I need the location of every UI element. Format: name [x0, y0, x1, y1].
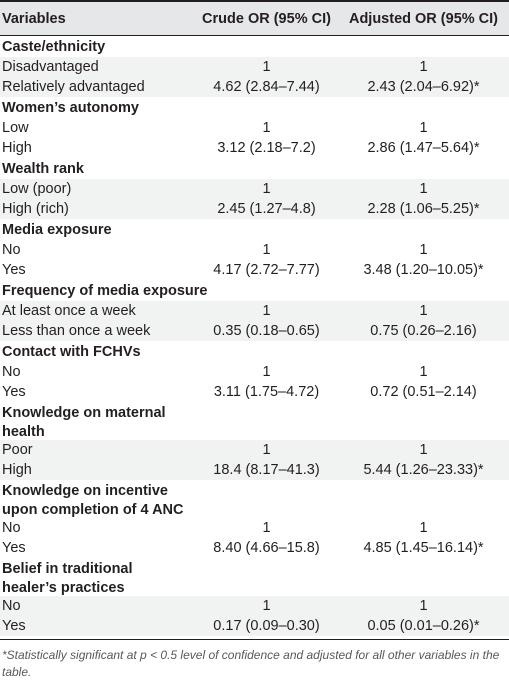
row-label: Low (poor): [2, 181, 72, 197]
row-crude: 1: [262, 181, 271, 197]
row-crude: 4.17 (2.72–7.77): [213, 262, 320, 278]
section-title-line: upon completion of 4 ANC: [2, 502, 184, 518]
section-knowledge-incentive-anc: [0, 480, 509, 518]
row-adjusted: 4.85 (1.45–16.14)*: [363, 540, 484, 556]
row-label: No: [2, 598, 21, 614]
row-label: Yes: [2, 262, 26, 278]
table-row: [0, 118, 509, 138]
row-label: Less than once a week: [2, 323, 151, 339]
row-crude: 3.12 (2.18–7.2): [217, 140, 316, 156]
row-adjusted: 0.75 (0.26–2.16): [370, 323, 477, 339]
row-label: Yes: [2, 618, 26, 634]
table-row: [0, 301, 509, 321]
row-adjusted: 0.72 (0.51–2.14): [370, 384, 477, 400]
row-adjusted: 3.48 (1.20–10.05)*: [363, 262, 484, 278]
row-crude: 1: [262, 59, 271, 75]
row-crude: 8.40 (4.66–15.8): [213, 540, 320, 556]
row-label: High (rich): [2, 201, 69, 217]
row-label: Low: [2, 120, 29, 136]
table-row: [0, 199, 509, 219]
table-row: [0, 596, 509, 616]
section-title-line: healer’s practices: [2, 580, 125, 596]
table-row: [0, 77, 509, 97]
row-label: Poor: [2, 442, 33, 458]
header-adjusted-or: Adjusted OR (95% CI): [348, 10, 499, 27]
row-crude: 18.4 (8.17–41.3): [213, 462, 320, 478]
section-media-exposure: Media exposure: [0, 219, 509, 240]
table-row: [0, 616, 509, 636]
section-title-line: Knowledge on incentive: [2, 483, 168, 499]
table-row: [0, 57, 509, 77]
table-row: [0, 179, 509, 199]
section-title-line: health: [2, 424, 45, 440]
table-header: [0, 2, 509, 36]
row-label: High: [2, 462, 32, 478]
row-adjusted: 1: [419, 364, 428, 380]
row-label: Yes: [2, 540, 26, 556]
row-crude: 1: [262, 520, 271, 536]
section-wealth-rank: Wealth rank: [0, 158, 509, 179]
row-crude: 1: [262, 442, 271, 458]
table-row: [0, 138, 509, 158]
row-label: Yes: [2, 384, 26, 400]
row-adjusted: 1: [419, 59, 428, 75]
section-frequency-media-exposure: Frequency of media exposure: [0, 280, 509, 301]
row-adjusted: 1: [419, 520, 428, 536]
row-crude: 1: [262, 242, 271, 258]
table-row: [0, 460, 509, 480]
table-row: [0, 538, 509, 558]
table-row: [0, 518, 509, 538]
row-adjusted: 1: [419, 303, 428, 319]
table-footnote: *Statistically significant at p < 0.5 level of confidence and adjusted for all other variables in the table.: [2, 648, 500, 679]
row-adjusted: 1: [419, 181, 428, 197]
header-crude-or: Crude OR (95% CI): [202, 10, 331, 27]
table-row: [0, 440, 509, 460]
row-adjusted: 1: [419, 598, 428, 614]
row-label: High: [2, 140, 32, 156]
row-crude: 1: [262, 303, 271, 319]
row-adjusted: 2.86 (1.47–5.64)*: [367, 140, 480, 156]
row-label: No: [2, 364, 21, 380]
section-title-line: Knowledge on maternal: [2, 405, 166, 421]
table-body: [0, 36, 509, 636]
section-title-line: Belief in traditional: [2, 561, 133, 577]
row-crude: 1: [262, 598, 271, 614]
row-adjusted: 1: [419, 442, 428, 458]
section-womens-autonomy: Women’s autonomy: [0, 97, 509, 118]
row-label: At least once a week: [2, 303, 136, 319]
row-adjusted: 1: [419, 242, 428, 258]
row-crude: 0.35 (0.18–0.65): [213, 323, 320, 339]
row-adjusted: 2.43 (2.04–6.92)*: [367, 79, 480, 95]
header-variables: Variables: [2, 10, 66, 27]
row-label: Disadvantaged: [2, 59, 99, 75]
table-row: [0, 382, 509, 402]
row-crude: 3.11 (1.75–4.72): [213, 384, 320, 400]
row-crude: 1: [262, 120, 271, 136]
row-crude: 0.17 (0.09–0.30): [213, 618, 320, 634]
row-label: No: [2, 520, 21, 536]
row-adjusted: 5.44 (1.26–23.33)*: [363, 462, 484, 478]
row-adjusted: 0.05 (0.01–0.26)*: [367, 618, 480, 634]
table-row: [0, 260, 509, 280]
section-knowledge-maternal-health: [0, 402, 509, 440]
section-contact-fchvs: Contact with FCHVs: [0, 341, 509, 362]
table-row: [0, 362, 509, 382]
row-adjusted: 1: [419, 120, 428, 136]
row-label: Relatively advantaged: [2, 79, 145, 95]
table-row: [0, 240, 509, 260]
row-label: No: [2, 242, 21, 258]
row-crude: 4.62 (2.84–7.44): [213, 79, 320, 95]
section-belief-traditional-healer: [0, 558, 509, 596]
section-caste-ethnicity: Caste/ethnicity: [0, 36, 509, 57]
row-crude: 2.45 (1.27–4.8): [217, 201, 316, 217]
table-row: [0, 321, 509, 341]
row-adjusted: 2.28 (1.06–5.25)*: [367, 201, 480, 217]
row-crude: 1: [262, 364, 271, 380]
